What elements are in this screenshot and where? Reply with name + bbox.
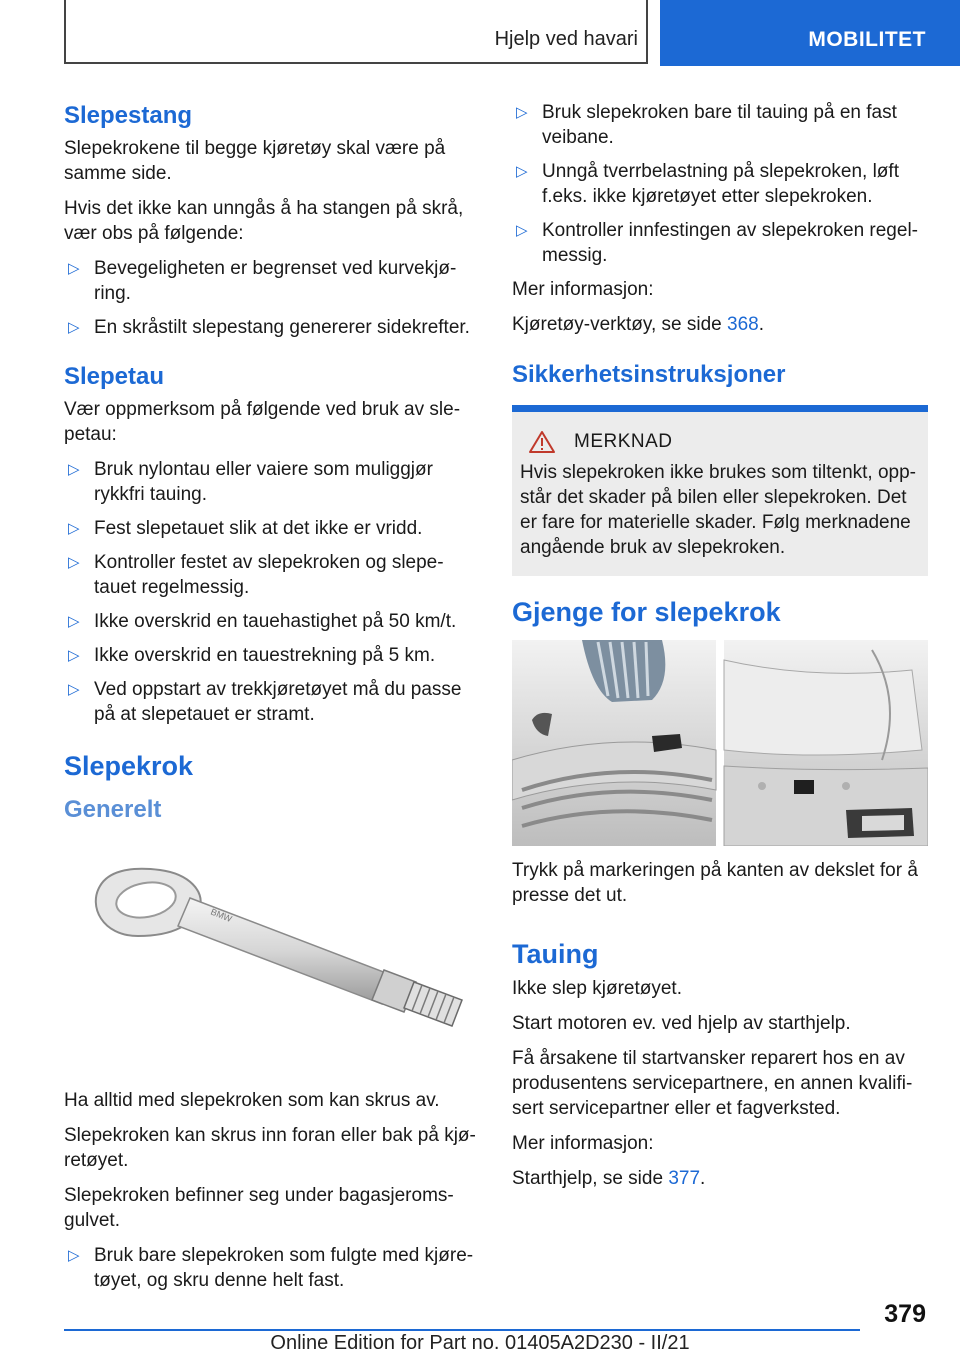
list-item: ▷ Ikke overskrid en tauehastighet på 50 km/t. bbox=[68, 611, 457, 632]
heading-tauing: Tauing bbox=[512, 939, 599, 969]
tow-hook-illustration bbox=[64, 836, 478, 1076]
list-item: ▷ Unngå tverrbelastning på slepekroken, løft f.eks. ikke kjøretøyet etter slepekroken. bbox=[516, 161, 899, 207]
bullet-triangle-icon: ▷ bbox=[516, 163, 528, 180]
page-number: 379 bbox=[884, 1300, 926, 1328]
tauing-paragraph-3: Få årsakene til startvansker reparert hos en av produsentens servicepartnere, en annen kvalifisert servicepartner eller et fagverksted. bbox=[512, 1048, 913, 1119]
slepekrok-list-continued bbox=[512, 100, 928, 268]
bullet-triangle-icon: ▷ bbox=[68, 647, 80, 664]
slepestang-paragraph-2: Hvis det ikke kan unngås å ha stangen på skrå, vær obs på følgende: bbox=[64, 198, 464, 244]
notice-title: MERKNAD bbox=[574, 431, 673, 452]
heading-gjenge-for-slepekrok: Gjenge for slepekrok bbox=[512, 597, 781, 627]
page-header bbox=[0, 0, 960, 66]
left-column bbox=[64, 100, 478, 1302]
section-accent-bar bbox=[512, 405, 928, 412]
header-chapter-label: MOBILITET bbox=[808, 28, 926, 51]
more-info-label: Mer informasjon: bbox=[512, 279, 654, 300]
list-item: ▷ Kontroller innfestingen av slepekroken regelmessig. bbox=[516, 220, 918, 266]
slepetau-list bbox=[64, 457, 478, 727]
tauing-paragraph-2: Start motoren ev. ved hjelp av starthjelp. bbox=[512, 1013, 851, 1034]
tauing-more-info-label: Mer informasjon: bbox=[512, 1133, 654, 1154]
slepekrok-paragraph-2: Slepekroken kan skrus inn foran eller bak på kjøretøyet. bbox=[64, 1125, 476, 1171]
heading-sikkerhetsinstruksjoner: Sikkerhetsinstruksjoner bbox=[512, 361, 786, 388]
bullet-triangle-icon: ▷ bbox=[68, 554, 80, 571]
tauing-paragraph-1: Ikke slep kjøretøyet. bbox=[512, 978, 682, 999]
tow-hook-image bbox=[64, 836, 478, 1076]
list-item: ▷ Bruk bare slepekroken som fulgte med kjøretøyet, og skru denne helt fast. bbox=[68, 1245, 474, 1291]
slepestang-list bbox=[64, 256, 478, 340]
header-section-title: Hjelp ved havari bbox=[494, 28, 638, 50]
page-link-377[interactable]: 377 bbox=[668, 1168, 701, 1189]
slepekrok-list bbox=[64, 1243, 478, 1293]
bullet-triangle-icon: ▷ bbox=[516, 104, 528, 121]
bullet-triangle-icon: ▷ bbox=[68, 1247, 80, 1264]
notice-header bbox=[520, 430, 918, 454]
list-item: ▷ Bruk nylontau eller vaiere som muliggjør rykkfri tauing. bbox=[68, 459, 433, 505]
footer-divider bbox=[64, 1329, 860, 1331]
list-item: ▷ Ikke overskrid en tauestrekning på 5 km. bbox=[68, 645, 436, 666]
list-item: ▷ Ved oppstart av trekkjøretøyet må du passe på at slepetauet er stramt. bbox=[68, 679, 462, 725]
bullet-triangle-icon: ▷ bbox=[68, 260, 80, 277]
list-item: ▷ En skråstilt slepestang genererer sidekrefter. bbox=[68, 317, 470, 338]
header-chapter-tab bbox=[660, 0, 960, 66]
slepestang-paragraph-1: Slepekrokene til begge kjøretøy skal være på samme side. bbox=[64, 138, 446, 184]
tow-hook-cover-photos bbox=[512, 640, 928, 846]
slepetau-paragraph-1: Vær oppmerksom på følgende ved bruk av slepetau: bbox=[64, 399, 461, 445]
notice-text: Hvis slepekroken ikke brukes som tiltenkt, oppstår det skader på bilen eller slepekroken. Det er fare for materielle skader. Følg merknadene angående bruk av slepekroken. bbox=[520, 462, 916, 558]
notice-box bbox=[512, 412, 928, 576]
list-item: ▷ Bevegeligheten er begrenset ved kurvekjøring. bbox=[68, 258, 457, 304]
heading-slepestang: Slepestang bbox=[64, 102, 193, 129]
list-item: ▷ Bruk slepekroken bare til tauing på en fast veibane. bbox=[516, 102, 897, 148]
slepekrok-paragraph-3: Slepekroken befinner seg under bagasjeromsgulvet. bbox=[64, 1185, 454, 1231]
subheading-generelt: Generelt bbox=[64, 796, 162, 823]
gjenge-caption: Trykk på markeringen på kanten av dekslet for å presse det ut. bbox=[512, 860, 918, 906]
slepekrok-paragraph-1: Ha alltid med slepekroken som kan skrus av. bbox=[64, 1090, 440, 1111]
list-item: ▷ Fest slepetauet slik at det ikke er vridd. bbox=[68, 518, 423, 539]
bullet-triangle-icon: ▷ bbox=[68, 613, 80, 630]
cross-reference-starthjelp: Starthjelp, se side 377. bbox=[512, 1168, 706, 1189]
bumper-cover-images bbox=[512, 640, 928, 846]
bullet-triangle-icon: ▷ bbox=[68, 520, 80, 537]
warning-triangle-icon bbox=[528, 430, 556, 454]
heading-slepetau: Slepetau bbox=[64, 363, 165, 390]
page-link-368[interactable]: 368 bbox=[727, 314, 759, 335]
cross-reference-tools: Kjøretøy-verktøy, se side 368. bbox=[512, 314, 764, 335]
footer-edition: Online Edition for Part no. 01405A2D230 - II/21 bbox=[270, 1332, 690, 1354]
right-column bbox=[512, 100, 928, 1201]
heading-slepekrok: Slepekrok bbox=[64, 751, 194, 781]
list-item: ▷ Kontroller festet av slepekroken og slepetauet regelmessig. bbox=[68, 552, 444, 598]
bullet-triangle-icon: ▷ bbox=[516, 222, 528, 239]
svg-text:BMW: BMW bbox=[209, 906, 234, 925]
bullet-triangle-icon: ▷ bbox=[68, 319, 80, 336]
bullet-triangle-icon: ▷ bbox=[68, 681, 80, 698]
bullet-triangle-icon: ▷ bbox=[68, 461, 80, 478]
